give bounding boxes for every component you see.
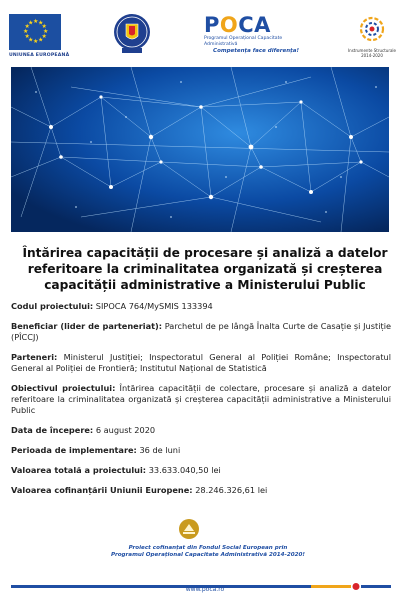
objective-label: Obiectivul proiectului: [11, 383, 116, 393]
project-details [11, 301, 391, 505]
project-title: Întărirea capacității de procesare și analiză a datelor referitoare la criminalitatea organizată și creșterea capacității administrative a Ministerului Public [22, 246, 388, 292]
svg-text:★: ★ [41, 23, 47, 30]
footer-color-band [11, 575, 391, 582]
svg-text:★: ★ [28, 36, 34, 44]
structural-instruments-logo [342, 14, 402, 58]
partners-row [11, 352, 391, 374]
total-value-label: Valoarea totală a proiectului: [11, 465, 147, 475]
footer-emblem-icon [178, 518, 200, 540]
period-label: Perioada de implementare: [11, 445, 137, 455]
beneficiary-value: Parchetul de pe lângă Înalta Curte de Casație și Justiție (PÎCCJ) [11, 321, 392, 342]
project-code-value: SIPOCA 764/MySMIS 133394 [95, 301, 213, 311]
svg-text:★: ★ [28, 19, 34, 27]
poca-subtitle: Programul Operațional Capacitate Administrativă [204, 36, 283, 47]
eu-logo [9, 14, 70, 58]
svg-text:★: ★ [24, 33, 30, 40]
partners-label: Parteneri: [11, 352, 58, 362]
svg-text:★: ★ [41, 33, 47, 40]
eu-cofinancing-value: 28.246.326,61 lei [195, 485, 268, 495]
eu-cofinancing-label: Valoarea cofinanțării Uniunii Europene: [11, 485, 193, 495]
project-code-label: Codul proiectului: [11, 301, 94, 311]
beneficiary-row [11, 321, 391, 343]
svg-text:★: ★ [33, 18, 39, 25]
structural-instruments-caption: Instrumente Structurale 2014-2020 [348, 48, 396, 58]
start-date-row [11, 425, 391, 436]
svg-text:★: ★ [24, 23, 30, 30]
svg-text:★: ★ [38, 36, 44, 44]
total-value-row [11, 465, 391, 476]
poca-wordmark: POCA [204, 13, 271, 37]
government-emblem-icon [112, 12, 152, 56]
partners-value: Ministerul Justiției; Inspectoratul General al Poliției Române; Inspectoratul General al Poliției de Frontieră; Institutul Național de Statistică [11, 352, 391, 373]
period-row [11, 445, 391, 456]
poca-tagline: Competența face diferența! [213, 48, 299, 54]
footer-text-line2: Programul Operațional Capacitate Administrativă 2014-2020! [111, 552, 305, 558]
svg-text:★: ★ [43, 28, 49, 35]
objective-value: Întărirea capacității de colectare, procesare și analiză a datelor referitoare la criminalitatea organizată și creșterea capacității administrative a Ministerului Public [11, 383, 391, 415]
eu-cofinancing-row [11, 485, 391, 496]
footer-url[interactable]: www.poca.ro [185, 586, 225, 593]
poca-logo [204, 14, 308, 54]
network-banner-image [11, 67, 389, 232]
start-date-label: Data de începere: [11, 425, 94, 435]
beneficiary-label: Beneficiar (lider de parteneriat): [11, 321, 163, 331]
structural-instruments-icon [342, 14, 402, 44]
eu-caption: UNIUNEA EUROPEANĂ [9, 53, 70, 58]
objective-row [11, 383, 391, 416]
total-value-value: 33.633.040,50 lei [148, 465, 221, 475]
svg-text:★: ★ [33, 38, 39, 45]
footer-cofinancing-text [100, 545, 316, 559]
eu-flag-icon [9, 14, 61, 50]
period-value: 36 de luni [139, 445, 181, 455]
start-date-value: 6 august 2020 [95, 425, 156, 435]
logo-bar [0, 10, 410, 62]
svg-text:★: ★ [38, 19, 44, 27]
project-code-row [11, 301, 391, 312]
svg-text:★: ★ [23, 28, 29, 35]
footer-text-line1: Proiect cofinanțat din Fondul Social European prin [128, 545, 288, 551]
